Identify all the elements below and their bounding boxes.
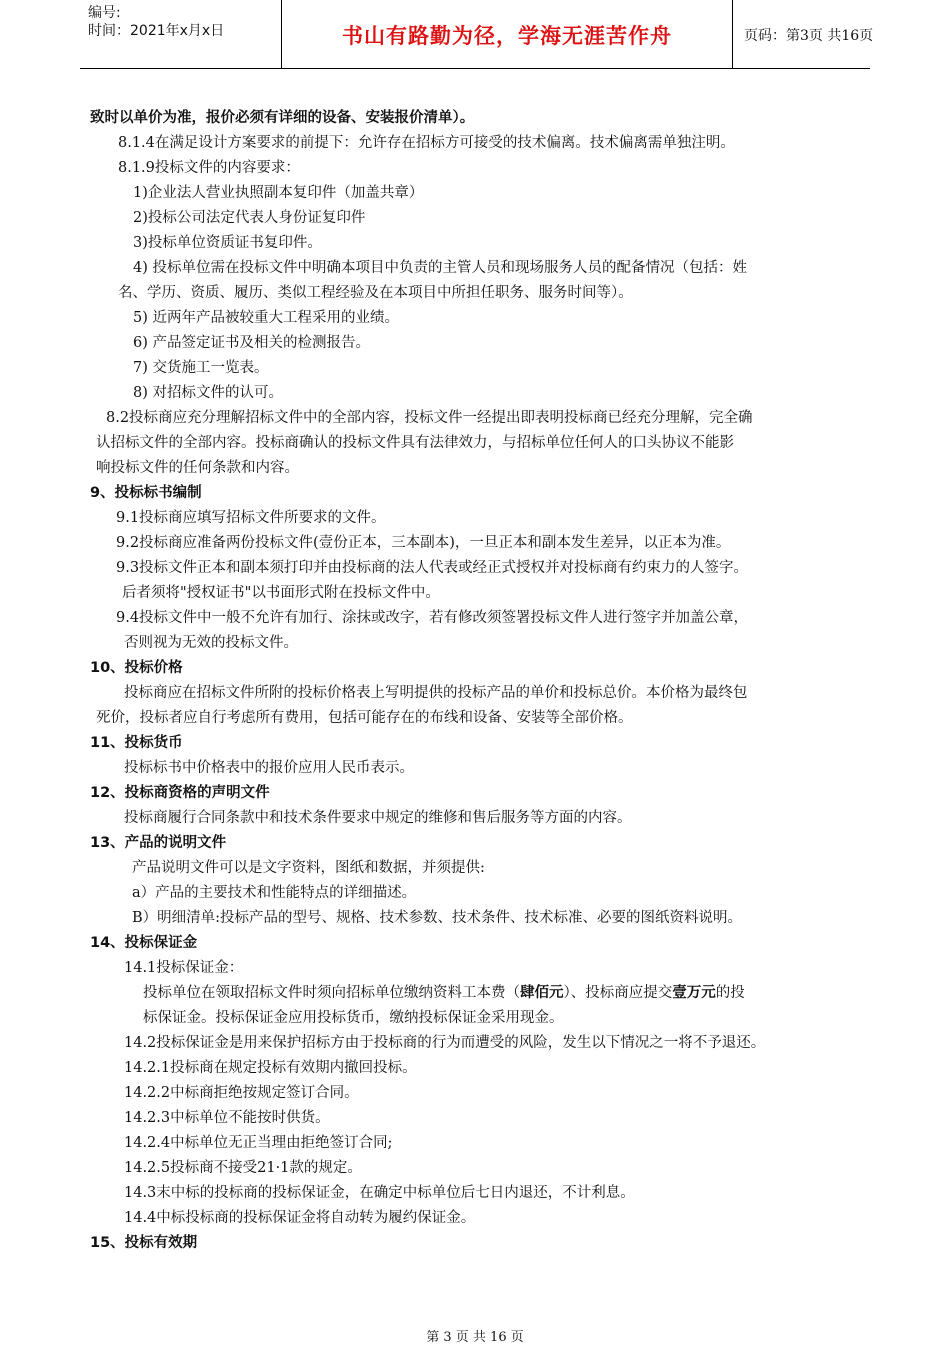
list-item: 7) 交货施工一览表。 (133, 360, 269, 376)
body-line: 14.4中标投标商的投标保证金将自动转为履约保证金。 (124, 1210, 476, 1226)
body-line (143, 983, 745, 1003)
deposit-amount: 壹万元 (672, 984, 716, 1001)
body-line: 死价，投标者应自行考虑所有费用，包括可能存在的布线和设备、安装等全部价格。 (96, 710, 633, 726)
section-heading: 12、投标商资格的声明文件 (90, 785, 270, 801)
list-item: 14.2.2中标商拒绝按规定签订合同。 (124, 1085, 359, 1101)
body-text: 的投 (715, 985, 745, 1001)
body-text: ）、投标商应提交 (563, 985, 673, 1001)
page-header (80, 0, 874, 69)
body-line: 响投标文件的任何条款和内容。 (96, 460, 299, 476)
body-text: 投标单位在领取招标文件时须向招标单位缴纳资料工本费（ (143, 985, 520, 1001)
header-meta (80, 0, 280, 68)
document-time-label: 时间：2021年x月x日 (88, 23, 225, 39)
section-heading: 13、产品的说明文件 (90, 835, 227, 851)
section-heading: 11、投标货币 (90, 735, 183, 751)
list-item: 14.2.4中标单位无正当理由拒绝签订合同; (124, 1135, 393, 1151)
list-item: 14.2.3中标单位不能按时供货。 (124, 1110, 330, 1126)
fee-amount: 肆佰元 (520, 984, 564, 1001)
list-item: 4) 投标单位需在投标文件中明确本项目中负责的主管人员和现场服务人员的配备情况（包括：姓 (133, 260, 747, 276)
body-line: 9.1投标商应填写招标文件所要求的文件。 (116, 510, 386, 526)
body-line: 认招标文件的全部内容。投标商确认的投标文件具有法律效力，与招标单位任何人的口头协议不能影 (96, 435, 734, 451)
section-heading: 9、投标标书编制 (90, 485, 202, 501)
body-line: 9.3投标文件正本和副本须打印并由投标商的法人代表或经正式授权并对投标商有约束力的人签字。 (116, 560, 749, 576)
list-item: B）明细清单:投标产品的型号、规格、技术参数、技术条件、技术标准、必要的图纸资料说明。 (132, 910, 743, 926)
list-item: 5) 近两年产品被较重大工程采用的业绩。 (133, 310, 399, 326)
body-line: 8.2投标商应充分理解招标文件中的全部内容，投标文件一经提出即表明投标商已经充分理解，完全确 (106, 410, 753, 426)
body-line: 投标标书中价格表中的报价应用人民币表示。 (124, 760, 414, 776)
body-line: 标保证金。投标保证金应用投标货币，缴纳投标保证金采用现金。 (143, 1010, 564, 1026)
body-line: 8.1.4在满足设计方案要求的前提下：允许存在招标方可接受的技术偏离。技术偏离需单独注明。 (118, 135, 735, 151)
list-item: 14.2.5投标商不接受21·1款的规定。 (124, 1160, 362, 1176)
body-line: 9.2投标商应准备两份投标文件(壹份正本，三本副本)，一旦正本和副本发生差异，以正本为准。 (116, 535, 731, 551)
header-motto: 书山有路勤为径，学海无涯苦作舟 (342, 24, 672, 48)
section-heading: 10、投标价格 (90, 660, 183, 676)
body-line: 投标商应在招标文件所附的投标价格表上写明提供的投标产品的单价和投标总价。本价格为最终包 (124, 685, 748, 701)
body-line: 否则视为无效的投标文件。 (124, 635, 298, 651)
body-line: 8.1.9投标文件的内容要求： (118, 160, 300, 176)
list-item: 6) 产品签定证书及相关的检测报告。 (133, 335, 370, 351)
body-line: 14.2投标保证金是用来保护招标方由于投标商的行为而遭受的风险，发生以下情况之一将不予退还。 (124, 1035, 766, 1051)
body-line: 9.4投标文件中一般不允许有加行、涂抹或改字，若有修改须签署投标文件人进行签字并加盖公章， (116, 610, 749, 626)
document-number-label: 编号: (88, 5, 121, 21)
header-motto-cell (281, 0, 733, 68)
header-page-cell (732, 0, 874, 68)
list-item: 1)企业法人营业执照副本复印件（加盖共章） (133, 185, 424, 201)
page-footer: 第 3 页 共 16 页 (426, 1330, 524, 1345)
list-item: 8) 对招标文件的认可。 (133, 385, 283, 401)
body-line: 产品说明文件可以是文字资料，图纸和数据，并须提供: (132, 860, 485, 876)
list-item-continuation: 名、学历、资质、履历、类似工程经验及在本项目中所担任职务、服务时间等）。 (118, 285, 633, 301)
section-heading: 14、投标保证金 (90, 935, 198, 951)
list-item: 14.2.1投标商在规定投标有效期内撤回投标。 (124, 1060, 417, 1076)
body-line: 投标商履行合同条款中和技术条件要求中规定的维修和售后服务等方面的内容。 (124, 810, 632, 826)
list-item: 3)投标单位资质证书复印件。 (133, 235, 322, 251)
body-line: 后者须将"授权证书"以书面形式附在投标文件中。 (122, 585, 440, 601)
body-line: 致时以单价为准，报价必须有详细的设备、安装报价清单）。 (90, 110, 475, 126)
body-line: 14.3末中标的投标商的投标保证金，在确定中标单位后七日内退还，不计利息。 (124, 1185, 635, 1201)
list-item: a）产品的主要技术和性能特点的详细描述。 (132, 885, 417, 901)
list-item: 2)投标公司法定代表人身份证复印件 (133, 210, 366, 226)
body-line: 14.1投标保证金： (124, 960, 244, 976)
section-heading: 15、投标有效期 (90, 1235, 198, 1251)
header-page-info: 页码：第3页 共16页 (744, 28, 874, 44)
